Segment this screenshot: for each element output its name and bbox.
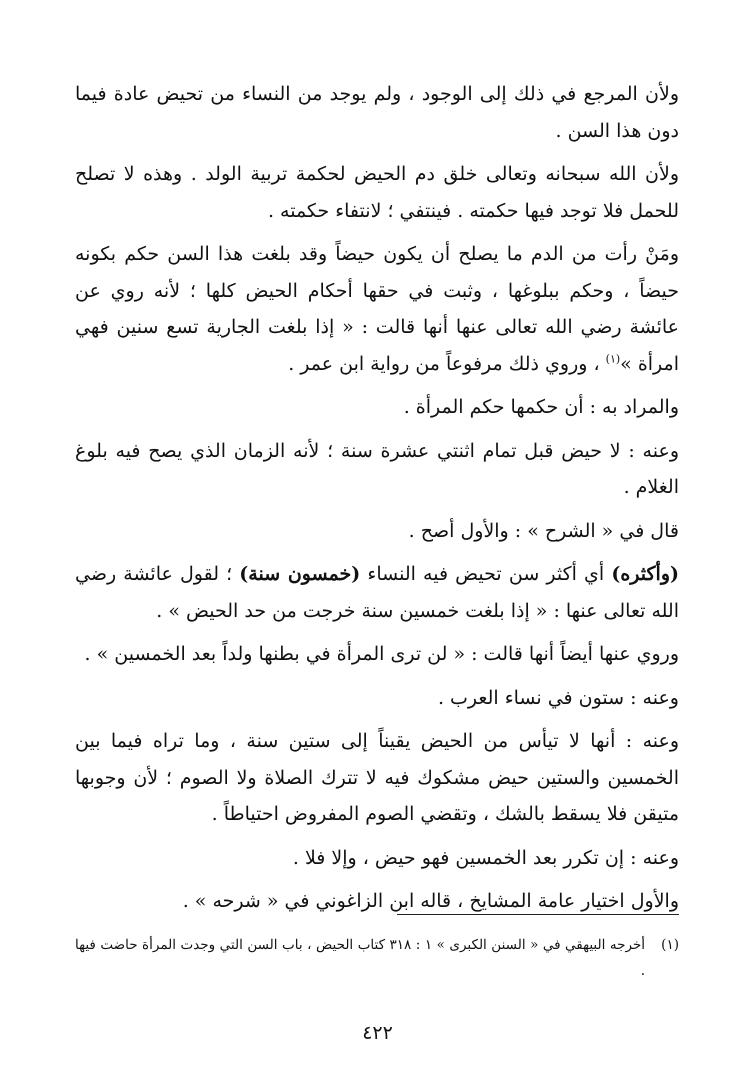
page-number: ٤٢٢ [362, 1022, 393, 1044]
paragraph-3 [75, 236, 679, 382]
paragraph-7-text-2: ؛ لقول عائشة رضي الله تعالى عنها : « إذا بلغت خمسين سنة خرجت من حد الحيض » . [75, 563, 679, 622]
paragraph-11: وعنه : إن تكرر بعد الخمسين فهو حيض ، وإلا فلا . [292, 846, 679, 869]
footnote-text: أخرجه البيهقي في « السنن الكبرى » ١ : ٣١٨ كتاب الحيض ، باب السن التي وجدت المرأة حاضت فيها . [75, 937, 645, 979]
paragraph-7 [75, 556, 679, 629]
bold-term-1: (وأكثره) [611, 563, 679, 585]
paragraph-3-text-after: ، وروي ذلك مرفوعاً من رواية ابن عمر . [288, 352, 606, 375]
paragraph-8: وروي عنها أيضاً أنها قالت : « لن ترى المرأة في بطنها ولداً بعد الخمسين » . [84, 643, 679, 665]
paragraph-5: وعنه : لا حيض قبل تمام اثنتي عشرة سنة ؛ لأنه الزمان الذي يصح فيه بلوغ الغلام . [75, 439, 679, 498]
paragraph-12: والأول اختيار عامة المشايخ ، قاله ابن الزاغوني في « شرحه » . [182, 890, 679, 912]
footnote [75, 932, 679, 984]
paragraph-6: قال في « الشرح » : والأول أصح . [408, 519, 679, 542]
main-text [75, 76, 679, 920]
paragraph-3-text: ومَنْ رأت من الدم ما يصلح أن يكون حيضاً وقد بلغت هذا السن حكم بكونه حيضاً ، وحكم ببلوغها ، وثبت في حقها أحكام الحيض كلها ؛ لأنه روي عن عائشة رضي الله تعالى عنها أنها قالت : « إذا بلغت الجارية تسع سنين فهي امرأة » [75, 243, 679, 375]
paragraph-9: وعنه : ستون في نساء العرب . [437, 686, 679, 709]
footnote-marker[interactable]: (١) [605, 352, 621, 366]
paragraph-7-text-1: أي أكثر سن تحيض فيه النساء [360, 563, 612, 585]
bold-term-2: (خمسون سنة) [239, 563, 361, 585]
paragraph-10: وعنه : أنها لا تيأس من الحيض يقيناً إلى ستين سنة ، وما تراه فيما بين الخمسين والستين حيض مشكوك فيه لا تترك الصلاة ولا الصوم ؛ لأن وجوبها متيقن فلا يسقط بالشك ، وتقضي الصوم المفروض احتياطاً . [75, 730, 679, 825]
footnote-divider [397, 914, 679, 915]
footnote-number: (١) [661, 937, 679, 953]
paragraph-1: ولأن المرجع في ذلك إلى الوجود ، ولم يوجد من النساء من تحيض عادة فيما دون هذا السن . [75, 83, 679, 142]
paragraph-4: والمراد به : أن حكمها حكم المرأة . [403, 396, 679, 418]
paragraph-2: ولأن الله سبحانه وتعالى خلق دم الحيض لحكمة تربية الولد . وهذه لا تصلح للحمل فلا توجد فيها حكمته . فينتفي ؛ لانتفاء حكمته . [75, 163, 679, 222]
